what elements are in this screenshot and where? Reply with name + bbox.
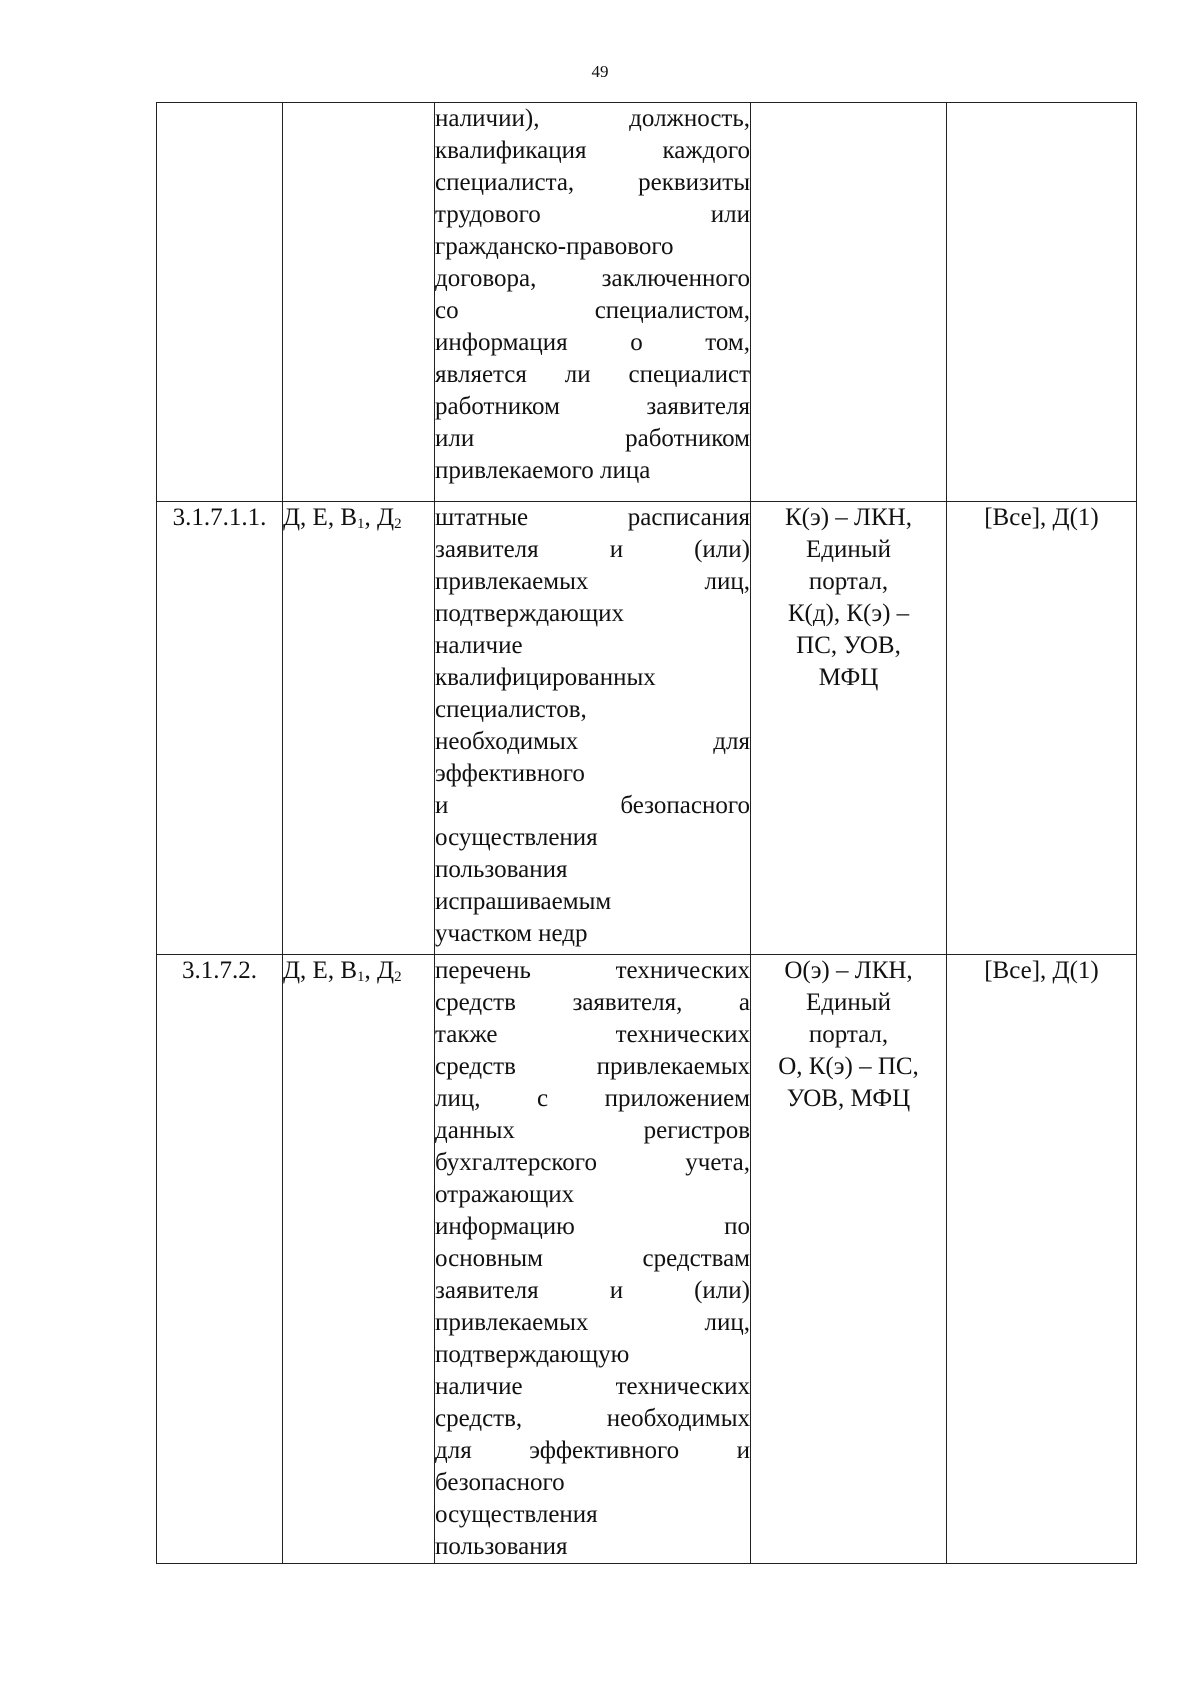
description-line: отражающих bbox=[435, 1181, 575, 1208]
document-description-cell bbox=[435, 955, 751, 1564]
description-line: необходимых для bbox=[435, 728, 750, 755]
description-line: наличие bbox=[435, 632, 523, 659]
description-line: или работником bbox=[435, 425, 750, 452]
description-line: штатные расписания bbox=[435, 504, 750, 531]
requirements-table bbox=[156, 102, 1137, 1564]
submission-channels-cell bbox=[751, 103, 947, 502]
submission-channel-line: портал, bbox=[808, 1021, 889, 1048]
description-line: работником заявителя bbox=[435, 393, 750, 420]
description-line: осуществления bbox=[435, 1501, 598, 1528]
submission-channel-line: портал, bbox=[808, 568, 889, 595]
provider-text: [Все], Д(1) bbox=[984, 504, 1099, 531]
description-line: также технических bbox=[435, 1021, 750, 1048]
table-body bbox=[157, 103, 1137, 1564]
description-line: информация о том, bbox=[435, 329, 750, 356]
submission-channels-cell bbox=[751, 955, 947, 1564]
applicant-codes-cell bbox=[283, 955, 435, 1564]
description-line: и безопасного bbox=[435, 792, 750, 819]
page-number: 49 bbox=[591, 62, 609, 81]
codes-text: Д, Е, В bbox=[283, 957, 357, 984]
table-row bbox=[157, 955, 1137, 1564]
codes-subscript: 1 bbox=[357, 516, 365, 532]
description-line: заявителя и (или) bbox=[435, 536, 750, 563]
applicant-codes-cell bbox=[283, 103, 435, 502]
submission-channel-line: К(д), К(э) – bbox=[787, 600, 910, 627]
submission-channel-line: УОВ, МФЦ bbox=[786, 1085, 911, 1112]
row-number-cell bbox=[157, 955, 283, 1564]
description-line: пользования bbox=[435, 856, 568, 883]
document-description-cell bbox=[435, 103, 751, 502]
description-line: испрашиваемым bbox=[435, 888, 612, 915]
description-line: договора, заключенного bbox=[435, 265, 750, 292]
row-number: 3.1.7.2. bbox=[182, 957, 257, 984]
provider-cell bbox=[947, 103, 1137, 502]
codes-subscript: 2 bbox=[394, 969, 402, 985]
table-row bbox=[157, 502, 1137, 955]
row-number-cell bbox=[157, 103, 283, 502]
table-row bbox=[157, 103, 1137, 502]
provider-cell bbox=[947, 955, 1137, 1564]
description-line: наличии), должность, bbox=[435, 105, 750, 132]
description-line: привлекаемых лиц, bbox=[435, 1309, 750, 1336]
description-line: средств заявителя, а bbox=[435, 989, 750, 1016]
applicant-codes-cell bbox=[283, 502, 435, 955]
description-line: для эффективного и bbox=[435, 1437, 750, 1464]
description-line: подтверждающих bbox=[435, 600, 624, 627]
description-line: участком недр bbox=[435, 920, 588, 947]
description-line: средств привлекаемых bbox=[435, 1053, 750, 1080]
codes-text: , Д bbox=[364, 504, 395, 531]
submission-channels-cell bbox=[751, 502, 947, 955]
description-line: перечень технических bbox=[435, 957, 750, 984]
row-number-cell bbox=[157, 502, 283, 955]
description-line: информацию по bbox=[435, 1213, 750, 1240]
provider-cell bbox=[947, 502, 1137, 955]
submission-channel-line: О(э) – ЛКН, bbox=[784, 957, 913, 984]
description-line: со специалистом, bbox=[435, 297, 750, 324]
description-line: гражданско-правового bbox=[435, 233, 674, 260]
description-line: наличие технических bbox=[435, 1373, 750, 1400]
description-line: привлекаемых лиц, bbox=[435, 568, 750, 595]
description-line: лиц, с приложением bbox=[435, 1085, 750, 1112]
description-line: основным средствам bbox=[435, 1245, 750, 1272]
submission-channel-line: Единый bbox=[806, 989, 891, 1016]
description-line: квалификация каждого bbox=[435, 137, 750, 164]
provider-text: [Все], Д(1) bbox=[984, 957, 1099, 984]
description-line: специалистов, bbox=[435, 696, 587, 723]
submission-channel-line: О, К(э) – ПС, bbox=[778, 1053, 919, 1080]
description-line: специалиста, реквизиты bbox=[435, 169, 750, 196]
description-line: осуществления bbox=[435, 824, 598, 851]
codes-text: , Д bbox=[364, 957, 395, 984]
description-line: трудового или bbox=[435, 201, 750, 228]
description-line: данных регистров bbox=[435, 1117, 750, 1144]
description-line: пользования bbox=[435, 1533, 568, 1560]
description-line: эффективного bbox=[435, 760, 585, 787]
description-line: квалифицированных bbox=[435, 664, 656, 691]
description-line: является ли специалист bbox=[435, 361, 750, 388]
description-line: средств, необходимых bbox=[435, 1405, 750, 1432]
description-line: привлекаемого лица bbox=[435, 457, 651, 484]
submission-channel-line: К(э) – ЛКН, bbox=[785, 504, 912, 531]
description-line: подтверждающую bbox=[435, 1341, 630, 1368]
codes-subscript: 2 bbox=[394, 516, 402, 532]
description-line: заявителя и (или) bbox=[435, 1277, 750, 1304]
codes-text: Д, Е, В bbox=[283, 504, 357, 531]
submission-channel-line: МФЦ bbox=[818, 664, 879, 691]
submission-channel-line: ПС, УОВ, bbox=[796, 632, 901, 659]
codes-subscript: 1 bbox=[357, 969, 365, 985]
description-line: бухгалтерского учета, bbox=[435, 1149, 750, 1176]
document-description-cell bbox=[435, 502, 751, 955]
description-line: безопасного bbox=[435, 1469, 565, 1496]
submission-channel-line: Единый bbox=[806, 536, 891, 563]
row-number: 3.1.7.1.1. bbox=[172, 504, 267, 531]
